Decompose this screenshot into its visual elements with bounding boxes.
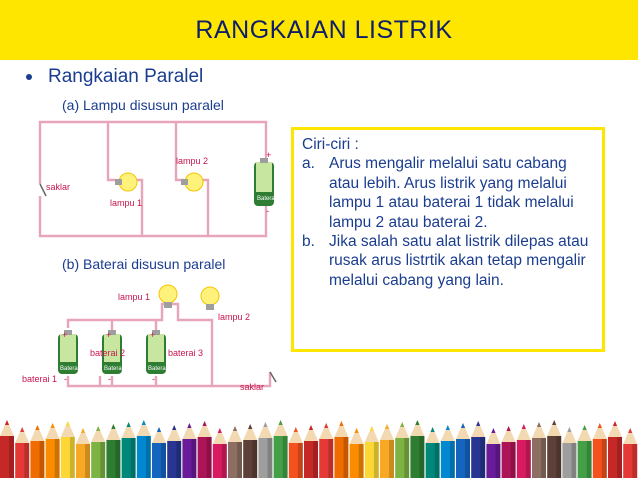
pencil-icon — [426, 427, 440, 478]
battery-1-minus: - — [64, 374, 67, 384]
pencil-icon — [380, 424, 394, 478]
item-marker: a. — [302, 155, 315, 173]
pencil-icon — [365, 426, 379, 478]
outer-wire — [40, 122, 266, 236]
pencil-icon — [319, 423, 333, 478]
pencil-icon — [91, 426, 105, 478]
lamp-2-icon — [181, 173, 203, 191]
characteristic-item — [302, 232, 594, 290]
label-lampu-2: lampu 2 — [218, 312, 251, 322]
label-baterai-1: baterai 1 — [22, 374, 58, 384]
pencil-icon — [502, 426, 516, 478]
pencil-icon — [106, 424, 120, 478]
pencil-icon — [486, 428, 500, 478]
pencil-icon — [243, 424, 257, 478]
pencil-icon — [395, 422, 409, 478]
branch-return-1 — [134, 180, 142, 236]
pencil-icon — [547, 420, 561, 478]
item-text: Arus mengalir melalui satu cabang atau lebih. Arus listrik yang melalui lampu 1 atau baterai 1 tidak melalui lampu 2 atau baterai 2. — [329, 155, 574, 231]
pencil-icon — [15, 427, 29, 478]
section-heading-text: Rangkaian Paralel — [48, 66, 204, 87]
characteristics-heading: Ciri-ciri : — [302, 136, 359, 153]
battery-3-minus: - — [152, 374, 155, 384]
pencil-icon — [258, 422, 272, 478]
pencil-icon — [304, 425, 318, 478]
battery-3-plus: + — [150, 330, 156, 340]
lamp-2-icon — [201, 287, 219, 310]
pencil-icon — [350, 428, 364, 478]
pencil-icon — [471, 421, 485, 478]
colored-pencils-decoration — [0, 416, 638, 478]
pencil-icon — [76, 428, 90, 478]
label-lampu-1: lampu 1 — [118, 292, 151, 302]
slide-title: RANGKAIAN LISTRIK — [195, 15, 453, 44]
pencil-icon — [30, 425, 44, 478]
title-bar — [0, 0, 638, 60]
item-text: Jika salah satu alat listrik dilepas atau rusak arus listrtik akan tetap mengalir melalui cabang yang lain. — [329, 233, 589, 289]
battery-2-text: Baterai — [104, 366, 124, 372]
pencil-icon — [198, 421, 212, 478]
label-baterai-3: baterai 3 — [168, 348, 204, 358]
pencil-icon — [228, 426, 242, 478]
pencil-icon — [122, 422, 136, 478]
pencil-icon — [213, 428, 227, 478]
battery-plus: + — [266, 150, 272, 160]
pencil-icon — [0, 420, 14, 478]
pencil-icon — [46, 423, 60, 478]
bullet-icon — [26, 74, 32, 80]
pencil-icon — [623, 428, 637, 478]
battery-3-text: Baterai — [148, 366, 168, 372]
battery-2-plus: + — [106, 330, 112, 340]
label-saklar: saklar — [46, 182, 71, 192]
characteristics-box — [291, 127, 605, 352]
caption-a: (a) Lampu disusun paralel — [62, 97, 224, 113]
pencil-icon — [441, 425, 455, 478]
battery-1-text: Baterai — [60, 366, 80, 372]
battery-minus: - — [266, 206, 269, 216]
section-heading — [26, 66, 203, 88]
pencil-icon — [137, 420, 151, 478]
battery-2-minus: - — [108, 374, 111, 384]
label-saklar: saklar — [240, 382, 265, 392]
pencil-icon — [593, 423, 607, 478]
label-lampu-2: lampu 2 — [176, 156, 209, 166]
pencil-icon — [410, 420, 424, 478]
pencil-icon — [289, 427, 303, 478]
pencil-icon — [334, 421, 348, 478]
battery-1-plus: + — [62, 330, 68, 340]
parallel-lamps-diagram — [38, 118, 278, 250]
item-marker: b. — [302, 233, 315, 251]
pencil-icon — [517, 424, 531, 478]
characteristic-item — [302, 154, 594, 232]
battery-text: Baterai — [257, 196, 277, 202]
pencil-icon — [182, 423, 196, 478]
pencil-icon — [61, 421, 75, 478]
label-baterai-2: baterai 2 — [90, 348, 126, 358]
caption-b: (b) Baterai disusun paralel — [62, 256, 226, 272]
battery-icon — [254, 158, 276, 206]
pencil-icon — [532, 422, 546, 478]
label-lampu-1: lampu 1 — [110, 198, 143, 208]
pencil-icon — [274, 420, 288, 478]
parallel-batteries-diagram — [20, 282, 282, 400]
pencil-icon — [608, 421, 622, 478]
branch-wire-2 — [176, 122, 184, 180]
top-loop-wire — [68, 304, 212, 386]
branch-wire-1 — [108, 122, 116, 180]
pencil-icon — [578, 425, 592, 478]
bottom-wire-1 — [68, 376, 100, 386]
pencil-icon — [562, 427, 576, 478]
pencil-icon — [152, 427, 166, 478]
branch-return-2 — [200, 180, 208, 236]
pencil-icon — [456, 423, 470, 478]
lamp-1-icon — [115, 173, 137, 191]
pencil-icon — [167, 425, 181, 478]
